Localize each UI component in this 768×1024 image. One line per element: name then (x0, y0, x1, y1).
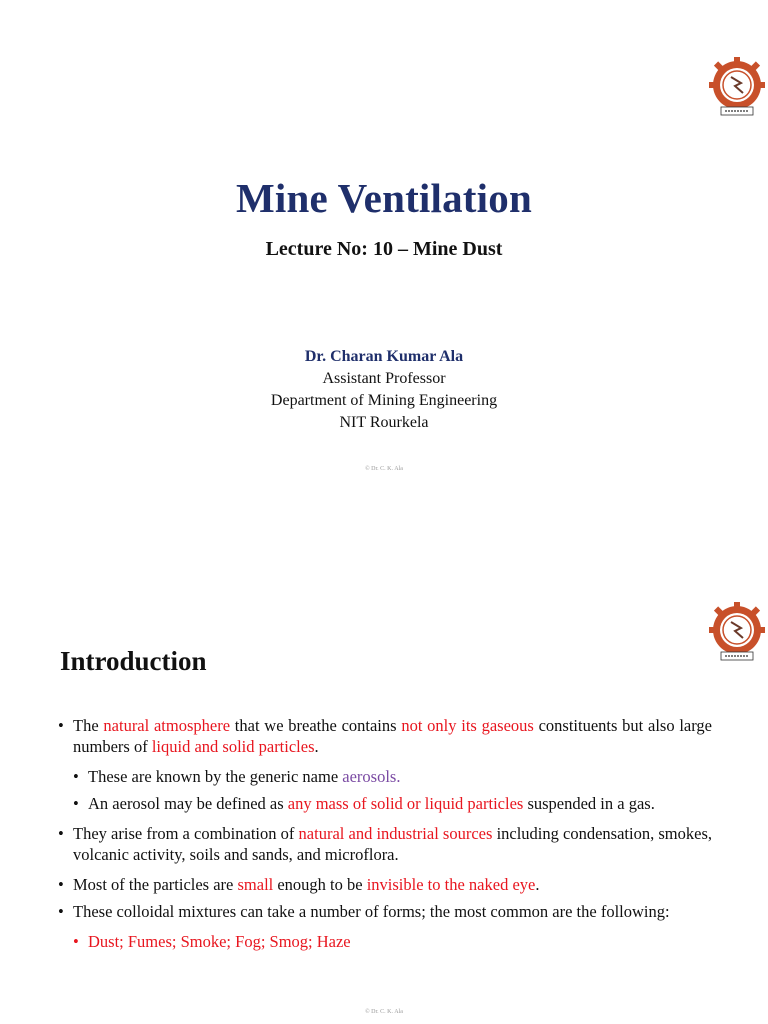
author-block (0, 346, 768, 434)
bullet-particle-size: • Most of the particles are small enough to be invisible to the naked eye. (58, 874, 712, 895)
nit-rourkela-logo-icon (705, 600, 768, 664)
sub-bullet-aerosols: • These are known by the generic name aerosols. (73, 766, 712, 787)
author-position: Assistant Professor (322, 370, 446, 387)
presentation-title: Mine Ventilation (236, 175, 532, 221)
sub-bullet-aerosol-definition: • An aerosol may be defined as any mass of solid or liquid particles suspended in a gas. (73, 793, 712, 814)
slide-heading: Introduction (60, 646, 207, 676)
copyright-note: © Dr. C. K. Ala (365, 1009, 403, 1015)
author-department: Department of Mining Engineering (270, 392, 498, 409)
lecture-subtitle: Lecture No: 10 – Mine Dust (265, 238, 503, 260)
author-name: Dr. Charan Kumar Ala (304, 348, 464, 365)
bullet-sources: • They arise from a combination of natural and industrial sources including condensation, smokes, volcanic activity, soils and sands, and microflora. (58, 823, 712, 865)
sub-bullet-forms-list: • Dust; Fumes; Smoke; Fog; Smog; Haze (73, 931, 712, 952)
bullet-natural-atmosphere: • The natural atmosphere that we breathe contains not only its gaseous constituents but also large numbers of liquid and solid particles. (58, 715, 712, 757)
introduction-slide (0, 512, 768, 1024)
nit-rourkela-logo-icon (705, 55, 768, 119)
bullet-colloidal-forms: • These colloidal mixtures can take a number of forms; the most common are the following: (58, 901, 712, 922)
bullet-list (58, 715, 712, 961)
copyright-note: © Dr. C. K. Ala (365, 466, 403, 472)
author-institute: NIT Rourkela (339, 414, 429, 431)
